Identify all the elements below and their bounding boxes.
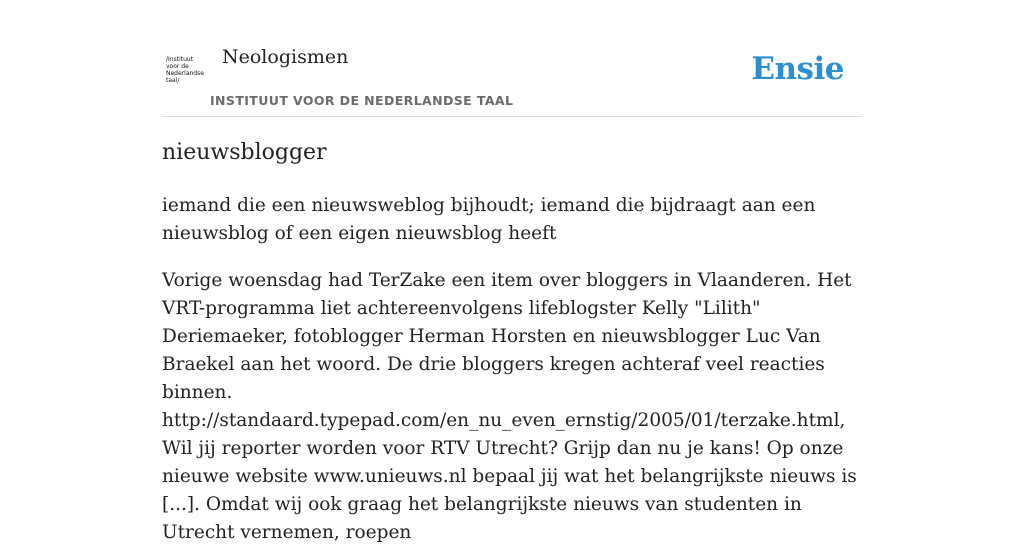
ivdnt-logo[interactable]: [166, 56, 206, 89]
page-content: [162, 0, 862, 543]
logo-line: /Instituut: [166, 56, 194, 63]
entry-example: Vorige woensdag had TerZake een item over bloggers in Vlaanderen. Het VRT-programma liet achtereenvolgens lifeblogster Kelly "Lilith" Deriemaeker, fotoblogger Herman Horsten en nieuwsblogger Luc Van Braekel aan het woord. De drie bloggers kregen achteraf veel reacties binnen. http://standaard.typepad.com/en_nu_even_ernstig/2005/01/terzake.html,: [162, 270, 852, 431]
logo-line: Nederlandse: [166, 70, 204, 77]
source-title[interactable]: Neologismen: [222, 46, 349, 68]
logo-line: taal/: [166, 77, 180, 84]
entry-term: nieuwsblogger: [162, 140, 327, 165]
source-subtitle: INSTITUUT VOOR DE NEDERLANDSE TAAL: [210, 93, 514, 108]
entry-example: Wil jij reporter worden voor RTV Utrecht? Grijp dan nu je kans! Op onze nieuwe website www.unieuws.nl bepaal jij wat het belangrijkste nieuws is [...]. Omdat wij ook graag het belangrijkste nieuws van studenten in Utrecht vernemen, roepen: [162, 438, 857, 543]
entry-definition: iemand die een nieuwsweblog bijhoudt; iemand die bijdraagt aan een nieuwsblog of een eigen nieuwsblog heeft: [162, 195, 816, 244]
site-header: [162, 0, 862, 117]
ensie-logo-link[interactable]: Ensie: [751, 51, 844, 87]
logo-line: voor de: [166, 63, 189, 70]
